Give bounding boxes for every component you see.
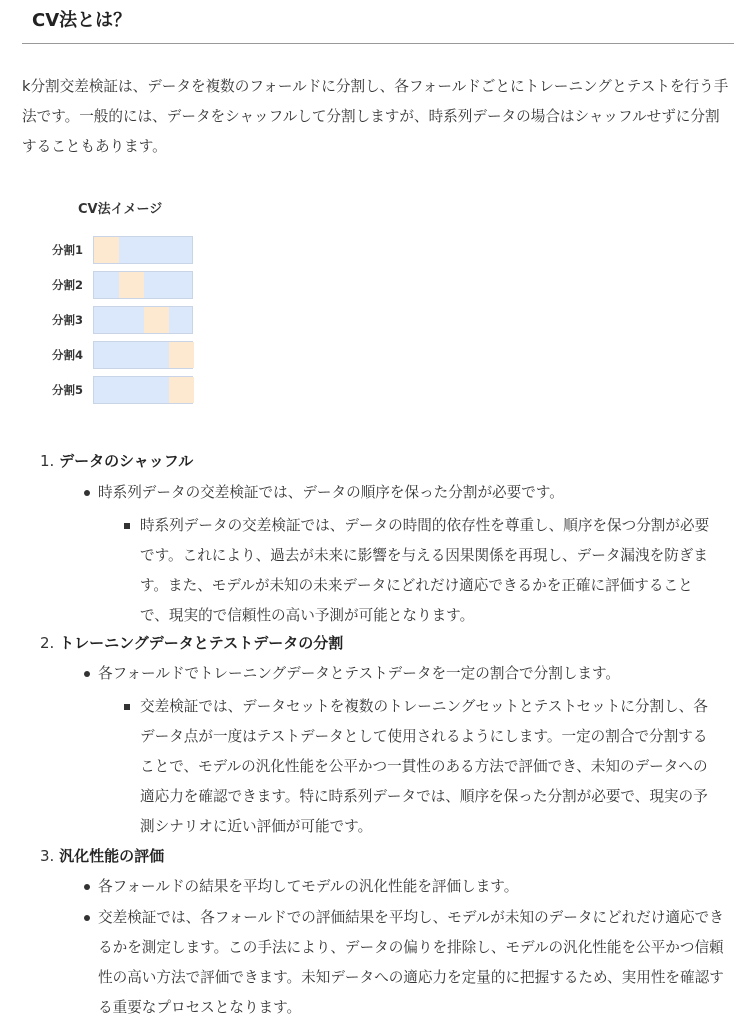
split-bar [93,341,193,369]
test-fold-segment [119,272,144,298]
figure-title: CV法イメージ [78,202,163,217]
split-bar [93,236,193,264]
sub-bullet-item [140,511,720,631]
item-title: 汎化性能の評価 [59,847,165,865]
test-fold-segment [94,237,119,263]
split-bar [93,271,193,299]
list-item-title-1 [40,446,193,476]
item-number: 2. [40,634,55,652]
split-bar [93,306,193,334]
item-number: 1. [40,452,55,470]
cv-figure [40,200,220,412]
list-item-title-2 [40,628,343,658]
split-label: 分割5 [52,383,84,397]
sub-bullet-text: 時系列データの交差検証では、データの時間的依存性を尊重し、順序を保つ分割が必要です。これにより、過去が未来に影響を与える因果関係を再現し、データ漏洩を防ぎます。また、モデルが未知の未来データにどれだけ適応できるかを正確に評価することで、現実的で信頼性の高い予測が可能となります。 [140,517,710,624]
bullet-text: 各フォールドの結果を平均してモデルの汎化性能を評価します。 [98,878,519,895]
item-title: トレーニングデータとテストデータの分割 [59,634,344,652]
bullet-text: 時系列データの交差検証では、データの順序を保った分割が必要です。 [98,484,564,501]
sub-bullet-item [140,692,720,842]
split-row-3 [40,306,200,334]
bullet-item [98,659,738,689]
test-fold-segment [169,342,194,368]
split-row-2 [40,271,200,299]
section-heading: CV法とは？ [32,10,132,31]
disc-bullet-icon [84,915,90,921]
bullet-text: 各フォールドでトレーニングデータとテストデータを一定の割合で分割します。 [98,665,621,682]
square-bullet-icon [124,704,130,710]
sub-bullet-text: 交差検証では、データセットを複数のトレーニングセットとテストセットに分割し、各データ点が一度はテストデータとして使用されるようにします。一定の割合で分割することで、モデルの汎化性能を公平かつ一貫性のある方法で評価でき、未知のデータへの適応力を確認できます。特に時系列データでは、順序を保った分割が必要で、現実の予測シナリオに近い評価が可能です。 [140,698,708,835]
split-label: 分割1 [52,243,84,257]
bullet-item [98,903,738,1023]
split-label: 分割4 [52,348,84,362]
bullet-text: 交差検証では、各フォールドでの評価結果を平均し、モデルが未知のデータにどれだけ適応できるかを測定します。この手法により、データの偏りを排除し、モデルの汎化性能を公平かつ信頼性の高い方法で評価できます。未知データへの適応力を定量的に把握するため、実用性を確認する重要なプロセスとなります。 [98,909,724,1016]
test-fold-segment [144,307,169,333]
item-title: データのシャッフル [59,452,194,470]
test-fold-segment [169,377,194,403]
split-bar [93,376,193,404]
item-number: 3. [40,847,55,865]
intro-paragraph: k分割交差検証は、データを複数のフォールドに分割し、各フォールドごとにトレーニングとテストを行う手法です。一般的には、データをシャッフルして分割しますが、時系列データの場合はシャッフルせずに分割することもあります。 [22,78,729,155]
split-row-5 [40,376,200,404]
disc-bullet-icon [84,884,90,890]
split-label: 分割2 [52,278,84,292]
square-bullet-icon [124,523,130,529]
section-heading-bar [22,0,734,44]
disc-bullet-icon [84,671,90,677]
bullet-item [98,872,738,902]
bullet-item [98,478,738,508]
split-row-4 [40,341,200,369]
split-row-1 [40,236,200,264]
split-label: 分割3 [52,313,84,327]
list-item-title-3 [40,841,164,871]
disc-bullet-icon [84,490,90,496]
